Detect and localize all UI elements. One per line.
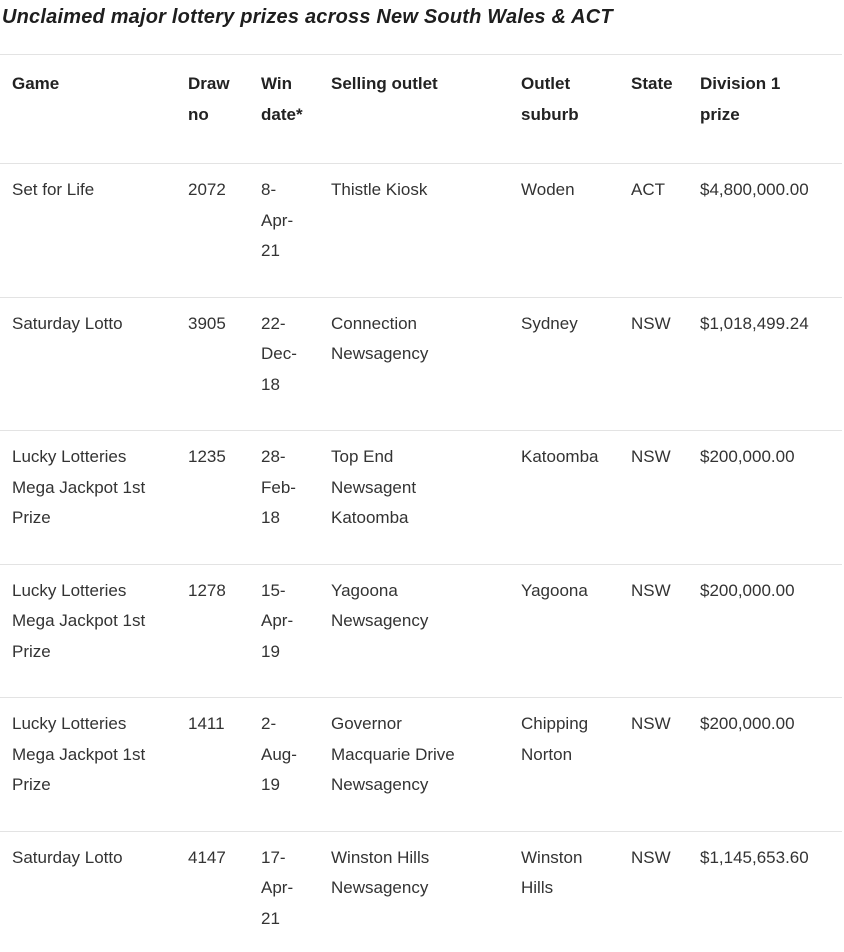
cell-outlet-suburb-line: Norton bbox=[521, 744, 573, 764]
table-body bbox=[0, 164, 842, 935]
table-row bbox=[0, 297, 842, 431]
header-division-1-prize bbox=[688, 55, 842, 164]
header-selling-outlet-label: Selling outlet bbox=[331, 74, 438, 93]
cell-selling-outlet-line: Top End bbox=[331, 447, 394, 466]
header-prize-line-1: Division 1 bbox=[700, 74, 781, 93]
cell-outlet-suburb-line: Winston bbox=[521, 847, 583, 867]
cell-game-line: Prize bbox=[12, 508, 51, 527]
cell-division-1-prize: $200,000.00 bbox=[700, 580, 795, 600]
header-game-label: Game bbox=[12, 74, 60, 93]
cell-draw-no: 4147 bbox=[188, 847, 226, 867]
cell-outlet-suburb bbox=[509, 297, 619, 431]
cell-selling-outlet-line: Thistle Kiosk bbox=[331, 180, 428, 199]
cell-win-date-line: Apr- bbox=[261, 611, 294, 630]
cell-outlet-suburb bbox=[509, 698, 619, 832]
cell-draw-no: 1235 bbox=[188, 447, 226, 466]
cell-win-date-line: 2- bbox=[261, 714, 277, 733]
cell-outlet-suburb bbox=[509, 431, 619, 565]
table-row bbox=[0, 431, 842, 565]
header-selling-outlet bbox=[319, 55, 509, 164]
cell-game-line: Set for Life bbox=[12, 180, 95, 199]
cell-selling-outlet-line: Newsagency bbox=[331, 775, 429, 794]
cell-game bbox=[0, 297, 176, 431]
cell-game-line: Lucky Lotteries bbox=[12, 447, 127, 466]
cell-game-line: Lucky Lotteries bbox=[12, 714, 127, 733]
cell-win-date-line: Feb- bbox=[261, 477, 296, 497]
cell-game-line: Prize bbox=[12, 775, 51, 794]
cell-selling-outlet bbox=[319, 431, 509, 565]
cell-game bbox=[0, 698, 176, 832]
cell-division-1-prize: $200,000.00 bbox=[700, 714, 795, 733]
cell-state: NSW bbox=[631, 447, 671, 466]
cell-division-1-prize: $1,145,653.60 bbox=[700, 847, 809, 867]
cell-win-date-line: 21 bbox=[261, 241, 280, 260]
cell-selling-outlet-line: Macquarie Drive bbox=[331, 744, 455, 764]
cell-state: NSW bbox=[631, 580, 671, 600]
cell-outlet-suburb-line: Chipping bbox=[521, 714, 589, 733]
cell-outlet-suburb-line: Sydney bbox=[521, 313, 578, 333]
cell-draw-no: 1278 bbox=[188, 580, 226, 600]
table-header-row bbox=[0, 55, 842, 164]
cell-game bbox=[0, 431, 176, 565]
header-outlet-suburb-line-2: suburb bbox=[521, 104, 579, 124]
cell-selling-outlet-line: Katoomba bbox=[331, 508, 409, 527]
header-draw-no-line-1: Draw bbox=[188, 74, 230, 93]
header-outlet-suburb-line-1: Outlet bbox=[521, 74, 571, 93]
cell-outlet-suburb bbox=[509, 164, 619, 298]
cell-outlet-suburb-line: Woden bbox=[521, 180, 575, 199]
cell-win-date bbox=[249, 564, 319, 698]
table-row bbox=[0, 564, 842, 698]
table-row bbox=[0, 698, 842, 832]
cell-game bbox=[0, 564, 176, 698]
cell-selling-outlet bbox=[319, 297, 509, 431]
cell-win-date-line: 21 bbox=[261, 908, 280, 928]
cell-game-line: Lucky Lotteries bbox=[12, 580, 127, 600]
cell-draw-no: 1411 bbox=[188, 714, 225, 733]
cell-win-date bbox=[249, 698, 319, 832]
header-draw-no bbox=[176, 55, 249, 164]
cell-win-date bbox=[249, 431, 319, 565]
cell-game-line: Saturday Lotto bbox=[12, 313, 123, 333]
cell-selling-outlet-line: Newsagency bbox=[331, 878, 429, 897]
cell-outlet-suburb-line: Katoomba bbox=[521, 447, 599, 466]
cell-selling-outlet-line: Governor bbox=[331, 714, 402, 733]
header-draw-no-line-2: no bbox=[188, 104, 209, 124]
header-outlet-suburb bbox=[509, 55, 619, 164]
cell-game-line: Mega Jackpot 1st bbox=[12, 611, 146, 630]
cell-win-date-line: Aug- bbox=[261, 744, 297, 764]
cell-win-date bbox=[249, 164, 319, 298]
cell-game-line: Saturday Lotto bbox=[12, 847, 123, 867]
page-title: Unclaimed major lottery prizes across New South Wales & ACT bbox=[2, 6, 613, 28]
cell-game bbox=[0, 831, 176, 934]
cell-draw-no: 2072 bbox=[188, 180, 226, 199]
cell-win-date-line: Apr- bbox=[261, 210, 294, 230]
cell-outlet-suburb-line: Yagoona bbox=[521, 580, 588, 600]
cell-division-1-prize: $4,800,000.00 bbox=[700, 180, 809, 199]
cell-outlet-suburb bbox=[509, 831, 619, 934]
cell-selling-outlet-line: Newsagency bbox=[331, 611, 429, 630]
cell-selling-outlet-line: Connection bbox=[331, 313, 418, 333]
header-prize-line-2: prize bbox=[700, 104, 740, 124]
cell-state: NSW bbox=[631, 714, 671, 733]
cell-selling-outlet-line: Winston Hills bbox=[331, 847, 430, 867]
cell-win-date-line: 19 bbox=[261, 775, 280, 794]
cell-win-date bbox=[249, 297, 319, 431]
cell-game-line: Mega Jackpot 1st bbox=[12, 744, 146, 764]
cell-division-1-prize: $200,000.00 bbox=[700, 447, 795, 466]
cell-selling-outlet bbox=[319, 164, 509, 298]
cell-win-date-line: 17- bbox=[261, 847, 286, 867]
cell-game-line: Mega Jackpot 1st bbox=[12, 477, 146, 497]
cell-win-date bbox=[249, 831, 319, 934]
cell-outlet-suburb-line: Hills bbox=[521, 878, 554, 897]
table-row bbox=[0, 164, 842, 298]
header-state bbox=[619, 55, 688, 164]
cell-win-date-line: 22- bbox=[261, 313, 286, 333]
header-game bbox=[0, 55, 176, 164]
cell-win-date-line: 28- bbox=[261, 447, 286, 466]
cell-state: ACT bbox=[631, 180, 665, 199]
cell-selling-outlet-line: Yagoona bbox=[331, 580, 398, 600]
cell-game bbox=[0, 164, 176, 298]
cell-selling-outlet bbox=[319, 698, 509, 832]
cell-win-date-line: Apr- bbox=[261, 878, 294, 897]
table-row bbox=[0, 831, 842, 934]
cell-state: NSW bbox=[631, 313, 671, 333]
cell-state: NSW bbox=[631, 847, 671, 867]
cell-selling-outlet-line: Newsagency bbox=[331, 344, 429, 363]
header-win-date bbox=[249, 55, 319, 164]
cell-game-line: Prize bbox=[12, 641, 51, 661]
header-state-label: State bbox=[631, 74, 673, 93]
cell-outlet-suburb bbox=[509, 564, 619, 698]
cell-selling-outlet bbox=[319, 564, 509, 698]
prizes-table bbox=[0, 54, 842, 934]
cell-division-1-prize: $1,018,499.24 bbox=[700, 313, 809, 333]
cell-draw-no: 3905 bbox=[188, 313, 226, 333]
cell-win-date-line: 18 bbox=[261, 508, 280, 527]
header-win-date-line-1: Win bbox=[261, 74, 293, 93]
cell-win-date-line: Dec- bbox=[261, 344, 297, 363]
cell-win-date-line: 15- bbox=[261, 580, 286, 600]
cell-win-date-line: 8- bbox=[261, 180, 277, 199]
cell-win-date-line: 19 bbox=[261, 641, 280, 661]
cell-selling-outlet-line: Newsagent bbox=[331, 477, 417, 497]
cell-win-date-line: 18 bbox=[261, 374, 280, 394]
header-win-date-line-2: date* bbox=[261, 104, 303, 124]
cell-selling-outlet bbox=[319, 831, 509, 934]
